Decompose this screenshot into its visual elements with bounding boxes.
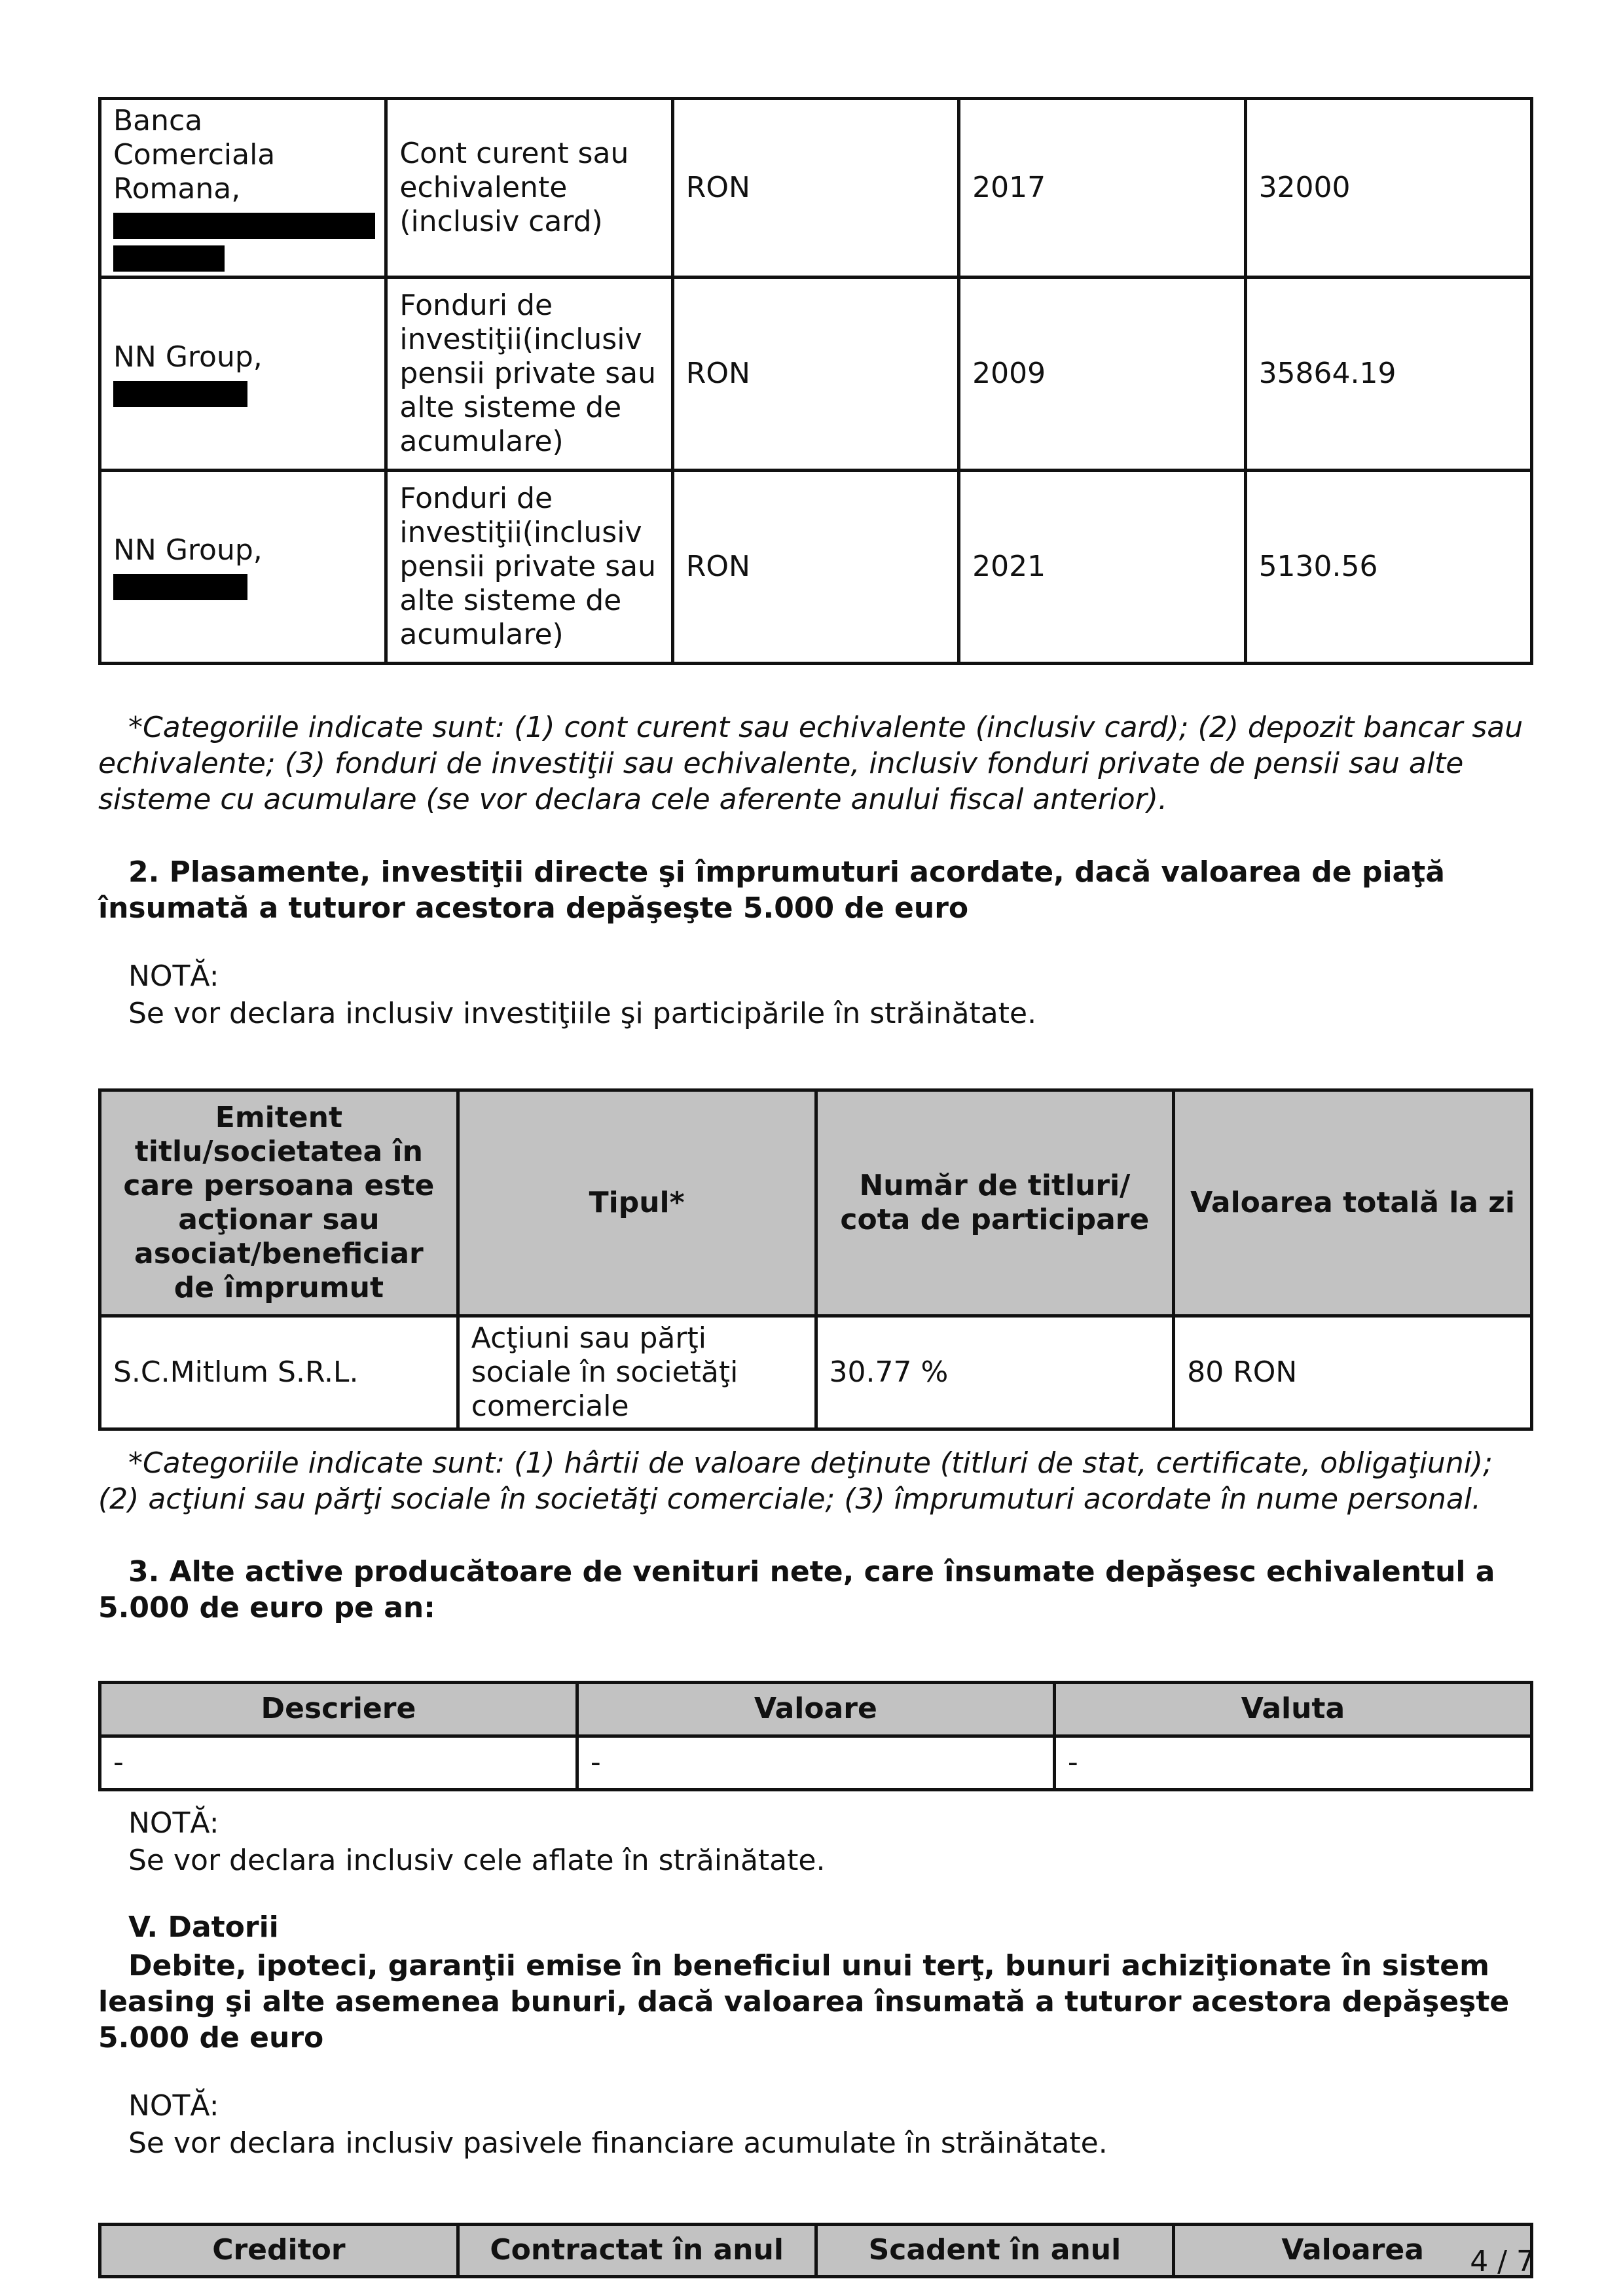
document-page [98,97,1533,2278]
section-2-note-label: NOTĂ: [128,959,219,993]
redacted-block [113,213,375,239]
institution-cell: Banca Comerciala Romana, [100,99,386,278]
accounts-footnote: *Categoriile indicate sunt: (1) cont curent sau echivalente (inclusiv card); (2) depozit bancar sau echivalente; (3) fonduri de investiţii sau echivalente, inclusiv fonduri private de pensii sau alte sisteme cu acumulare (se vor declara cele aferente anului fiscal anterior). [98,710,1523,816]
column-header: Emitent titlu/societatea în care persoana este acţionar sau asociat/beneficiar de împrumut [100,1090,458,1316]
bank-accounts-table [98,97,1533,665]
column-header: Număr de titluri/ cota de participare [816,1090,1174,1316]
currency-cell: RON [672,470,958,663]
section-5-heading: Debite, ipoteci, garanţii emise în beneficiul unui terţ, bunuri achiziţionate în sistem leasing şi alte asemenea bunuri, dacă valoarea însumată a tuturor acestora depăşeşte 5.000 de euro [98,1949,1510,2055]
column-header: Creditor [100,2224,458,2276]
table-row [100,1316,1532,1429]
column-header: Valoarea [1174,2224,1532,2276]
section-5-note-label: NOTĂ: [128,2089,219,2123]
table-header-row [100,1090,1532,1316]
column-header: Valoare [577,1682,1054,1736]
institution-cell: NN Group, [100,277,386,470]
section-2-note-text: Se vor declara inclusiv investiţiile şi participările în străinătate. [128,996,1037,1030]
issuer-cell: S.C.Mitlum S.R.L. [100,1316,458,1429]
redacted-block [113,574,247,600]
value-cell: 80 RON [1174,1316,1532,1429]
section-2-heading: 2. Plasamente, investiţii directe şi împrumuturi acordate, dacă valoarea de piaţă însumată a tuturor acestora depăşeşte 5.000 de euro [98,855,1445,925]
table-row [100,99,1532,278]
table-cell: - [577,1736,1054,1789]
redacted-block [113,381,247,407]
section-3-note-text: Se vor declara inclusiv cele aflate în străinătate. [128,1844,826,1877]
account-type-cell: Fonduri de investiţii(inclusiv pensii private sau alte sisteme de acumulare) [386,470,672,663]
currency-cell: RON [672,99,958,278]
year-cell: 2009 [959,277,1245,470]
section-5-note-text: Se vor declara inclusiv pasivele financiare acumulate în străinătate. [128,2126,1108,2161]
currency-cell: RON [672,277,958,470]
investments-table [98,1088,1533,1431]
account-type-cell: Fonduri de investiţii(inclusiv pensii private sau alte sisteme de acumulare) [386,277,672,470]
table-header-row [100,1682,1532,1736]
balance-cell: 35864.19 [1245,277,1531,470]
table-header-row [100,2224,1532,2276]
table-row [100,277,1532,470]
year-cell: 2021 [959,470,1245,663]
investments-footnote: *Categoriile indicate sunt: (1) hârtii de valoare deţinute (titluri de stat, certificate, obligaţiuni); (2) acţiuni sau părţi sociale în societăţi comerciale; (3) împrumuturi acordate în nume personal. [98,1446,1493,1516]
table-cell: - [100,1736,577,1789]
column-header: Tipul* [458,1090,816,1316]
table-cell: - [1054,1736,1531,1789]
redacted-block [113,245,225,272]
year-cell: 2017 [959,99,1245,278]
other-assets-table [98,1681,1533,1791]
column-header: Scadent în anul [816,2224,1174,2276]
section-3-note-label: NOTĂ: [128,1806,219,1840]
page-number: 4 / 7 [1470,2245,1535,2278]
section-5-title: V. Datorii [128,1910,279,1945]
debts-table [98,2223,1533,2278]
balance-cell: 32000 [1245,99,1531,278]
account-type-cell: Cont curent sau echivalente (inclusiv card) [386,99,672,278]
table-row [100,470,1532,663]
section-3-heading: 3. Alte active producătoare de venituri nete, care însumate depăşesc echivalentul a 5.000 de euro pe an: [98,1554,1495,1624]
share-cell: 30.77 % [816,1316,1174,1429]
institution-cell: NN Group, [100,470,386,663]
column-header: Valuta [1054,1682,1531,1736]
investment-type-cell: Acţiuni sau părţi sociale în societăţi comerciale [458,1316,816,1429]
table-row [100,1736,1532,1789]
column-header: Contractat în anul [458,2224,816,2276]
balance-cell: 5130.56 [1245,470,1531,663]
column-header: Valoarea totală la zi [1174,1090,1532,1316]
column-header: Descriere [100,1682,577,1736]
